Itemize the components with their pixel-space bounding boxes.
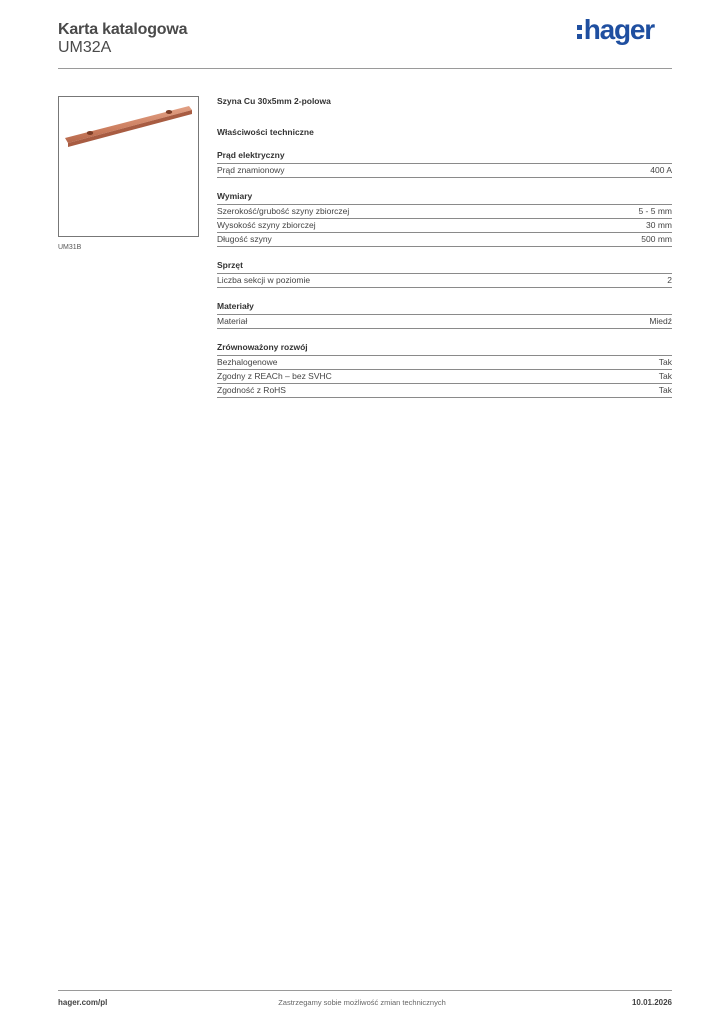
spec-group-dimensions: [217, 191, 672, 247]
spec-label: Materiał: [217, 316, 248, 326]
spec-label: Liczba sekcji w poziomie: [217, 275, 311, 285]
logo-dots-icon: [577, 25, 582, 39]
spec-value: Tak: [658, 385, 672, 395]
spec-row: [217, 370, 672, 384]
spec-row: [217, 164, 672, 178]
spec-label: Wysokość szyny zbiorczej: [217, 220, 316, 230]
product-code: UM32A: [58, 39, 112, 56]
spec-value: 2: [667, 275, 672, 285]
spec-value: 30 mm: [646, 220, 672, 230]
spec-row: [217, 356, 672, 370]
spec-label: Prąd znamionowy: [217, 165, 285, 175]
group-title: Wymiary: [217, 191, 672, 205]
spec-row: [217, 205, 672, 219]
group-title: Prąd elektryczny: [217, 150, 672, 164]
spec-value: Miedź: [649, 316, 672, 326]
group-title: Materiały: [217, 301, 672, 315]
spec-label: Długość szyny: [217, 234, 272, 244]
spec-row: [217, 384, 672, 398]
footer-notice: Zastrzegamy sobie możliwość zmian technicznych: [278, 998, 446, 1007]
spec-row: [217, 233, 672, 247]
spec-row: [217, 274, 672, 288]
copper-busbar-icon: [59, 97, 198, 236]
spec-value: 400 A: [650, 165, 672, 175]
product-name: Szyna Cu 30x5mm 2-polowa: [217, 96, 331, 106]
product-image: [58, 96, 199, 237]
spec-value: Tak: [658, 371, 672, 381]
group-title: Sprzęt: [217, 260, 672, 274]
spec-value: 500 mm: [641, 234, 672, 244]
hager-logo: [577, 14, 654, 46]
group-title: Zrównoważony rozwój: [217, 342, 672, 356]
header-divider: [58, 68, 672, 69]
spec-group-electrical: [217, 150, 672, 178]
spec-value: 5 - 5 mm: [638, 206, 672, 216]
footer-website[interactable]: hager.com/pl: [58, 998, 108, 1007]
spec-group-materials: [217, 301, 672, 329]
footer-date: 10.01.2026: [631, 998, 672, 1007]
spec-row: [217, 315, 672, 329]
spec-label: Zgodny z REACh – bez SVHC: [217, 371, 332, 381]
spec-group-sustainability: [217, 342, 672, 398]
spec-row: [217, 219, 672, 233]
spec-section: [217, 96, 672, 398]
spec-label: Zgodność z RoHS: [217, 385, 286, 395]
spec-label: Szerokość/grubość szyny zbiorczej: [217, 206, 350, 216]
document-title: Karta katalogowa: [58, 21, 188, 38]
image-caption: UM31B: [58, 244, 82, 251]
section-heading: Właściwości techniczne: [217, 127, 314, 137]
footer-divider: [58, 990, 672, 991]
spec-label: Bezhalogenowe: [217, 357, 278, 367]
logo-text: hager: [583, 14, 654, 45]
spec-group-equipment: [217, 260, 672, 288]
spec-value: Tak: [658, 357, 672, 367]
